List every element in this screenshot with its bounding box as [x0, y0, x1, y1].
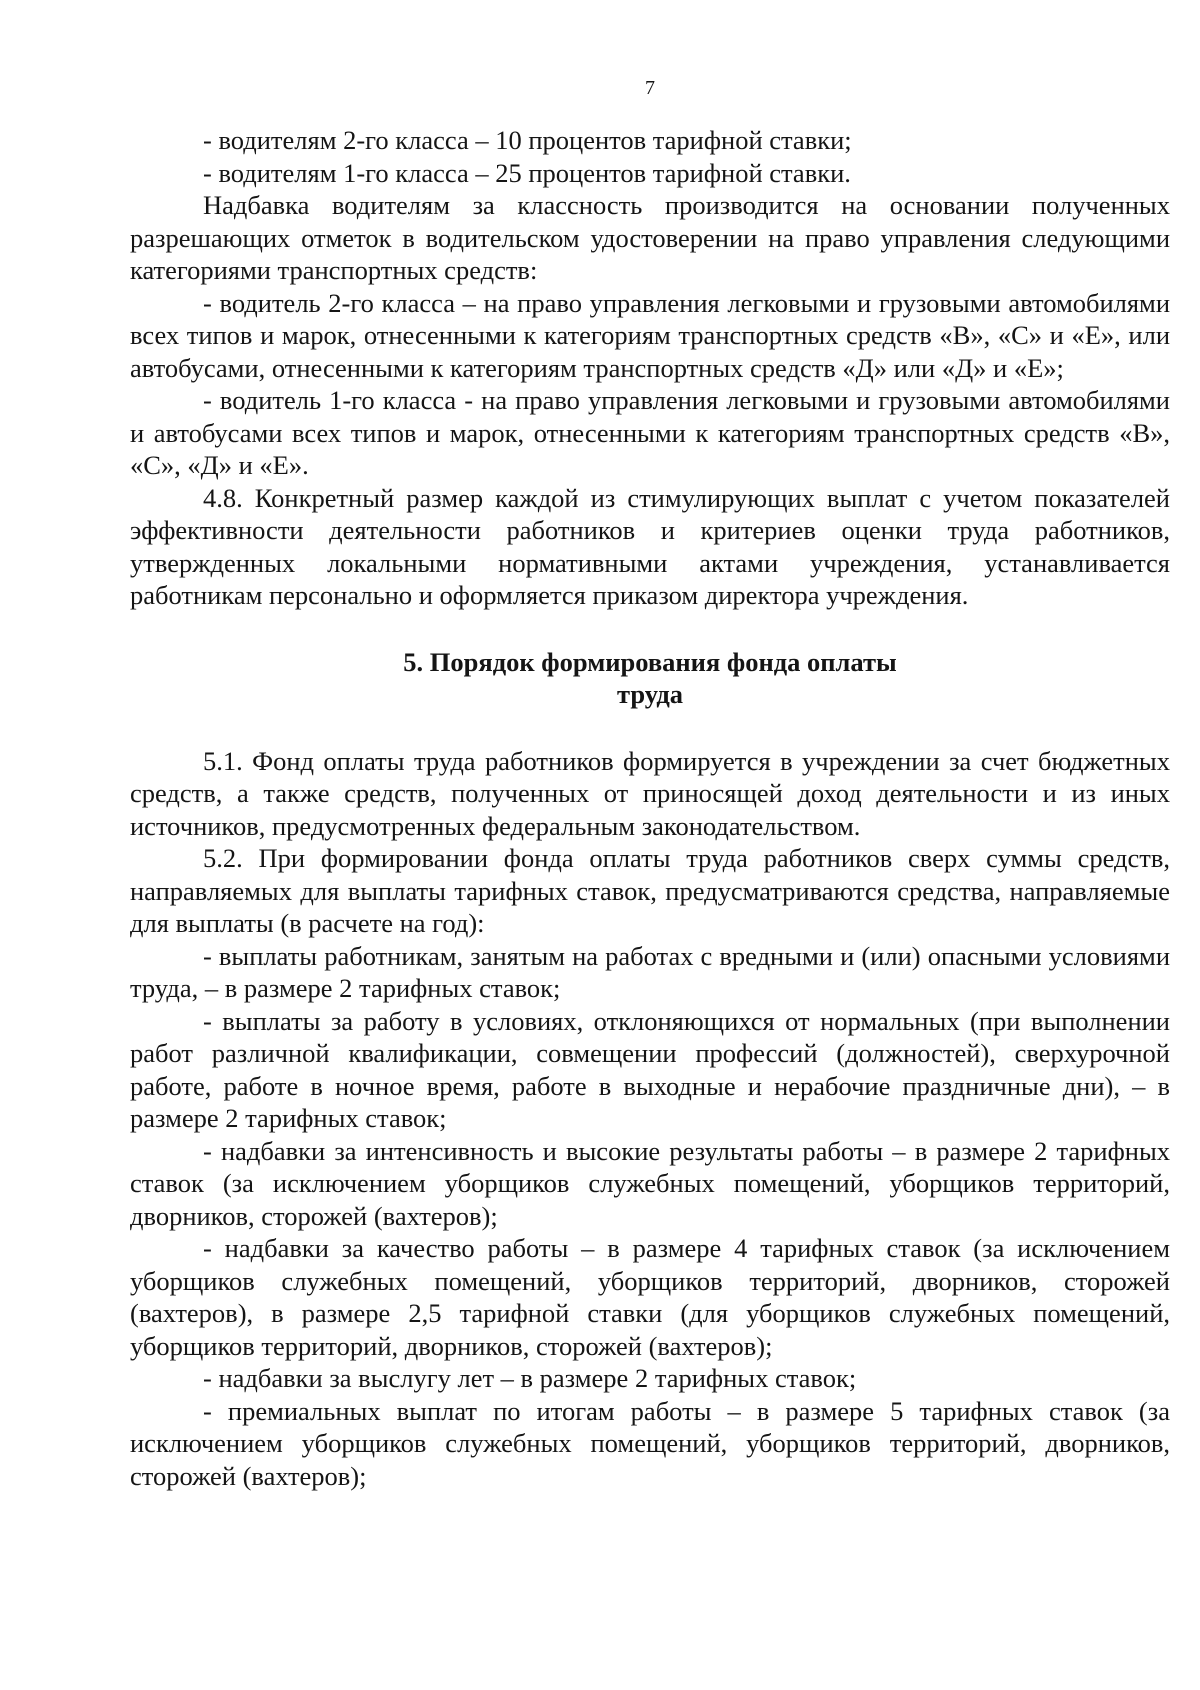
list-item-intensity-bonus: - надбавки за интенсивность и высокие результаты работы – в размере 2 тарифных ставок (за исключением уборщиков служебных помещений, уборщиков территорий, дворников, сторожей (вахтеров); — [130, 1135, 1170, 1231]
paragraph-5-1: 5.1. Фонд оплаты труда работников формируется в учреждении за счет бюджетных средств, а также средств, полученных от приносящей доход деятельности и из иных источников, предусмотренных федеральным законодательством. — [130, 745, 1170, 841]
paragraph-driver-class-2-bonus: - водителям 2-го класса – 10 процентов тарифной ставки; — [203, 125, 852, 155]
list-item-abnormal-conditions: - выплаты за работу в условиях, отклоняющихся от нормальных (при выполнении работ различной квалификации, совмещении профессий (должностей), сверхурочной работе, работе в ночное время, работе в выходные и нерабочие праздничные дни), – в размере 2 тарифных ставок; — [130, 1005, 1170, 1133]
section-heading-line-2: труда — [617, 679, 683, 709]
paragraph-class-bonus-basis: Надбавка водителям за классность производится на основании полученных разрешающих отметок в водительском удостоверении на право управления следующими категориями транспортных средств: — [130, 190, 1170, 285]
paragraph-4-8: 4.8. Конкретный размер каждой из стимулирующих выплат с учетом показателей эффективности деятельности работников и критериев оценки труда работников, утвержденных локальными нормативными актами учреждения, устанавливается работникам персонально и оформляется приказом директора учреждения. — [130, 482, 1170, 610]
paragraph-driver-class-2-categories: - водитель 2-го класса – на право управления легковыми и грузовыми автомобилями всех типов и марок, отнесенными к категориям транспортных средств «В», «С» и «Е», или автобусами, отнесенными к категориям транспортных средств «Д» или «Д» и «Е»; — [130, 287, 1170, 383]
page-number: 7 — [645, 77, 655, 99]
paragraph-driver-class-1-categories: - водитель 1-го класса - на право управления легковыми и грузовыми автомобилями и автобусами всех типов и марок, отнесенными к категориям транспортных средств «В», «С», «Д» и «Е». — [130, 385, 1170, 480]
section-heading-line-1: 5. Порядок формирования фонда оплаты — [403, 646, 897, 677]
list-item-seniority-bonus: - надбавки за выслугу лет – в размере 2 тарифных ставок; — [203, 1363, 857, 1393]
document-body — [130, 124, 1170, 1492]
list-item-quality-bonus: - надбавки за качество работы – в размере 4 тарифных ставок (за исключением уборщиков служебных помещений, уборщиков территорий, дворников, сторожей (вахтеров), в размере 2,5 тарифной ставки (для уборщиков служебных помещений, уборщиков территорий, дворников, сторожей (вахтеров); — [130, 1233, 1170, 1361]
section-heading — [130, 646, 1170, 711]
list-item-harmful-conditions: - выплаты работникам, занятым на работах с вредными и (или) опасными условиями труда, – в размере 2 тарифных ставок; — [130, 940, 1170, 1003]
paragraph-driver-class-1-bonus: - водителям 1-го класса – 25 процентов тарифной ставки. — [203, 157, 851, 188]
paragraph-5-2: 5.2. При формировании фонда оплаты труда работников сверх суммы средств, направляемых для выплаты тарифных ставок, предусматриваются средства, направляемые для выплаты (в расчете на год): — [130, 843, 1170, 938]
list-item-bonus-payments: - премиальных выплат по итогам работы – в размере 5 тарифных ставок (за исключением уборщиков служебных помещений, уборщиков территорий, дворников, сторожей (вахтеров); — [130, 1395, 1170, 1491]
